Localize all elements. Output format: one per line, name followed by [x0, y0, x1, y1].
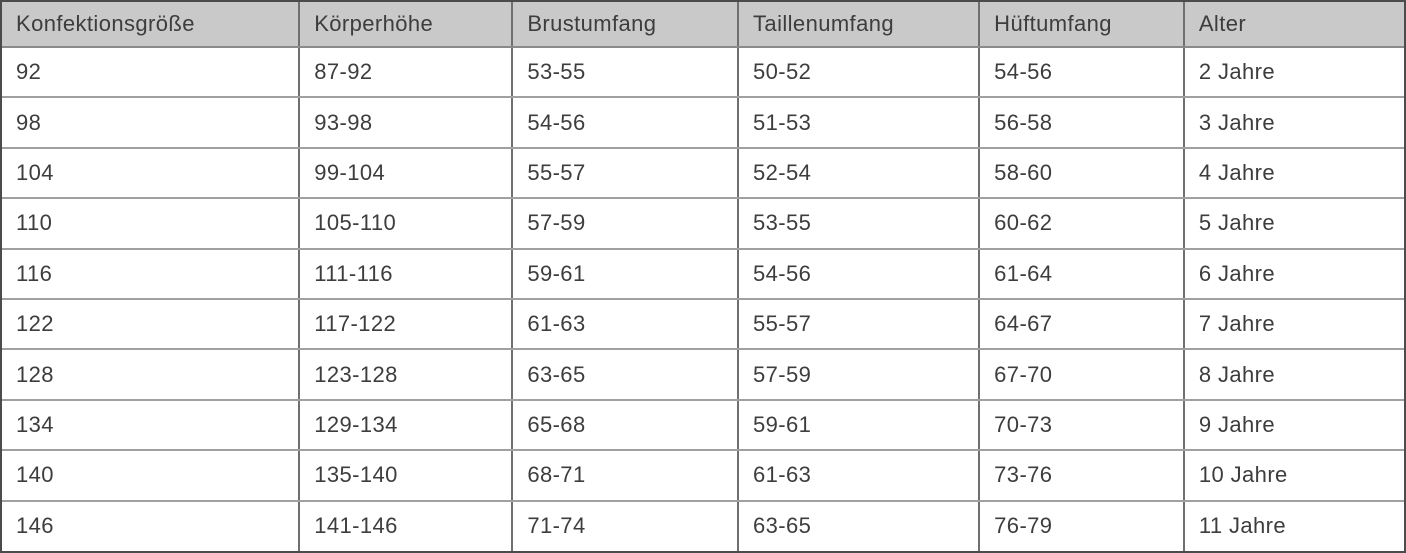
table-row	[2, 249, 1404, 299]
children-clothing-size-table	[2, 2, 1404, 551]
table-cell: 54-56	[512, 97, 738, 147]
table-cell: 134	[2, 400, 299, 450]
table-cell: 93-98	[299, 97, 512, 147]
table-cell: 52-54	[738, 148, 979, 198]
table-cell: 123-128	[299, 349, 512, 399]
table-cell: 59-61	[512, 249, 738, 299]
table-cell: 7 Jahre	[1184, 299, 1404, 349]
column-header-6: Alter	[1184, 2, 1404, 47]
table-row	[2, 400, 1404, 450]
table-cell: 117-122	[299, 299, 512, 349]
table-cell: 110	[2, 198, 299, 248]
table-cell: 54-56	[738, 249, 979, 299]
table-cell: 6 Jahre	[1184, 249, 1404, 299]
table-cell: 61-64	[979, 249, 1184, 299]
table-cell: 4 Jahre	[1184, 148, 1404, 198]
column-header-1: Konfektionsgröße	[2, 2, 299, 47]
table-cell: 5 Jahre	[1184, 198, 1404, 248]
column-header-4: Taillenumfang	[738, 2, 979, 47]
table-cell: 71-74	[512, 501, 738, 551]
table-row	[2, 450, 1404, 500]
table-cell: 55-57	[738, 299, 979, 349]
table-cell: 3 Jahre	[1184, 97, 1404, 147]
column-header-2: Körperhöhe	[299, 2, 512, 47]
table-cell: 56-58	[979, 97, 1184, 147]
table-row	[2, 299, 1404, 349]
table-row	[2, 148, 1404, 198]
table-cell: 73-76	[979, 450, 1184, 500]
table-cell: 67-70	[979, 349, 1184, 399]
table-cell: 116	[2, 249, 299, 299]
table-cell: 63-65	[512, 349, 738, 399]
table-cell: 68-71	[512, 450, 738, 500]
table-cell: 9 Jahre	[1184, 400, 1404, 450]
table-cell: 146	[2, 501, 299, 551]
table-cell: 99-104	[299, 148, 512, 198]
table-cell: 2 Jahre	[1184, 47, 1404, 97]
table-cell: 65-68	[512, 400, 738, 450]
table-cell: 63-65	[738, 501, 979, 551]
table-cell: 50-52	[738, 47, 979, 97]
column-header-3: Brustumfang	[512, 2, 738, 47]
table-cell: 59-61	[738, 400, 979, 450]
table-cell: 135-140	[299, 450, 512, 500]
table-cell: 11 Jahre	[1184, 501, 1404, 551]
table-cell: 105-110	[299, 198, 512, 248]
table-row	[2, 349, 1404, 399]
table-cell: 61-63	[738, 450, 979, 500]
table-cell: 8 Jahre	[1184, 349, 1404, 399]
table-cell: 58-60	[979, 148, 1184, 198]
table-row	[2, 198, 1404, 248]
table-row	[2, 501, 1404, 551]
table-cell: 128	[2, 349, 299, 399]
table-row	[2, 47, 1404, 97]
table-cell: 61-63	[512, 299, 738, 349]
table-cell: 141-146	[299, 501, 512, 551]
table-cell: 53-55	[512, 47, 738, 97]
table-cell: 122	[2, 299, 299, 349]
table-cell: 57-59	[512, 198, 738, 248]
table-cell: 60-62	[979, 198, 1184, 248]
table-cell: 140	[2, 450, 299, 500]
table-cell: 87-92	[299, 47, 512, 97]
table-cell: 54-56	[979, 47, 1184, 97]
table-cell: 104	[2, 148, 299, 198]
table-cell: 76-79	[979, 501, 1184, 551]
table-cell: 92	[2, 47, 299, 97]
table-header-row	[2, 2, 1404, 47]
table-cell: 57-59	[738, 349, 979, 399]
table-cell: 64-67	[979, 299, 1184, 349]
table-cell: 55-57	[512, 148, 738, 198]
table-cell: 51-53	[738, 97, 979, 147]
column-header-5: Hüftumfang	[979, 2, 1184, 47]
table-cell: 70-73	[979, 400, 1184, 450]
table-cell: 129-134	[299, 400, 512, 450]
table-cell: 10 Jahre	[1184, 450, 1404, 500]
table-cell: 53-55	[738, 198, 979, 248]
table-row	[2, 97, 1404, 147]
table-cell: 111-116	[299, 249, 512, 299]
table-cell: 98	[2, 97, 299, 147]
